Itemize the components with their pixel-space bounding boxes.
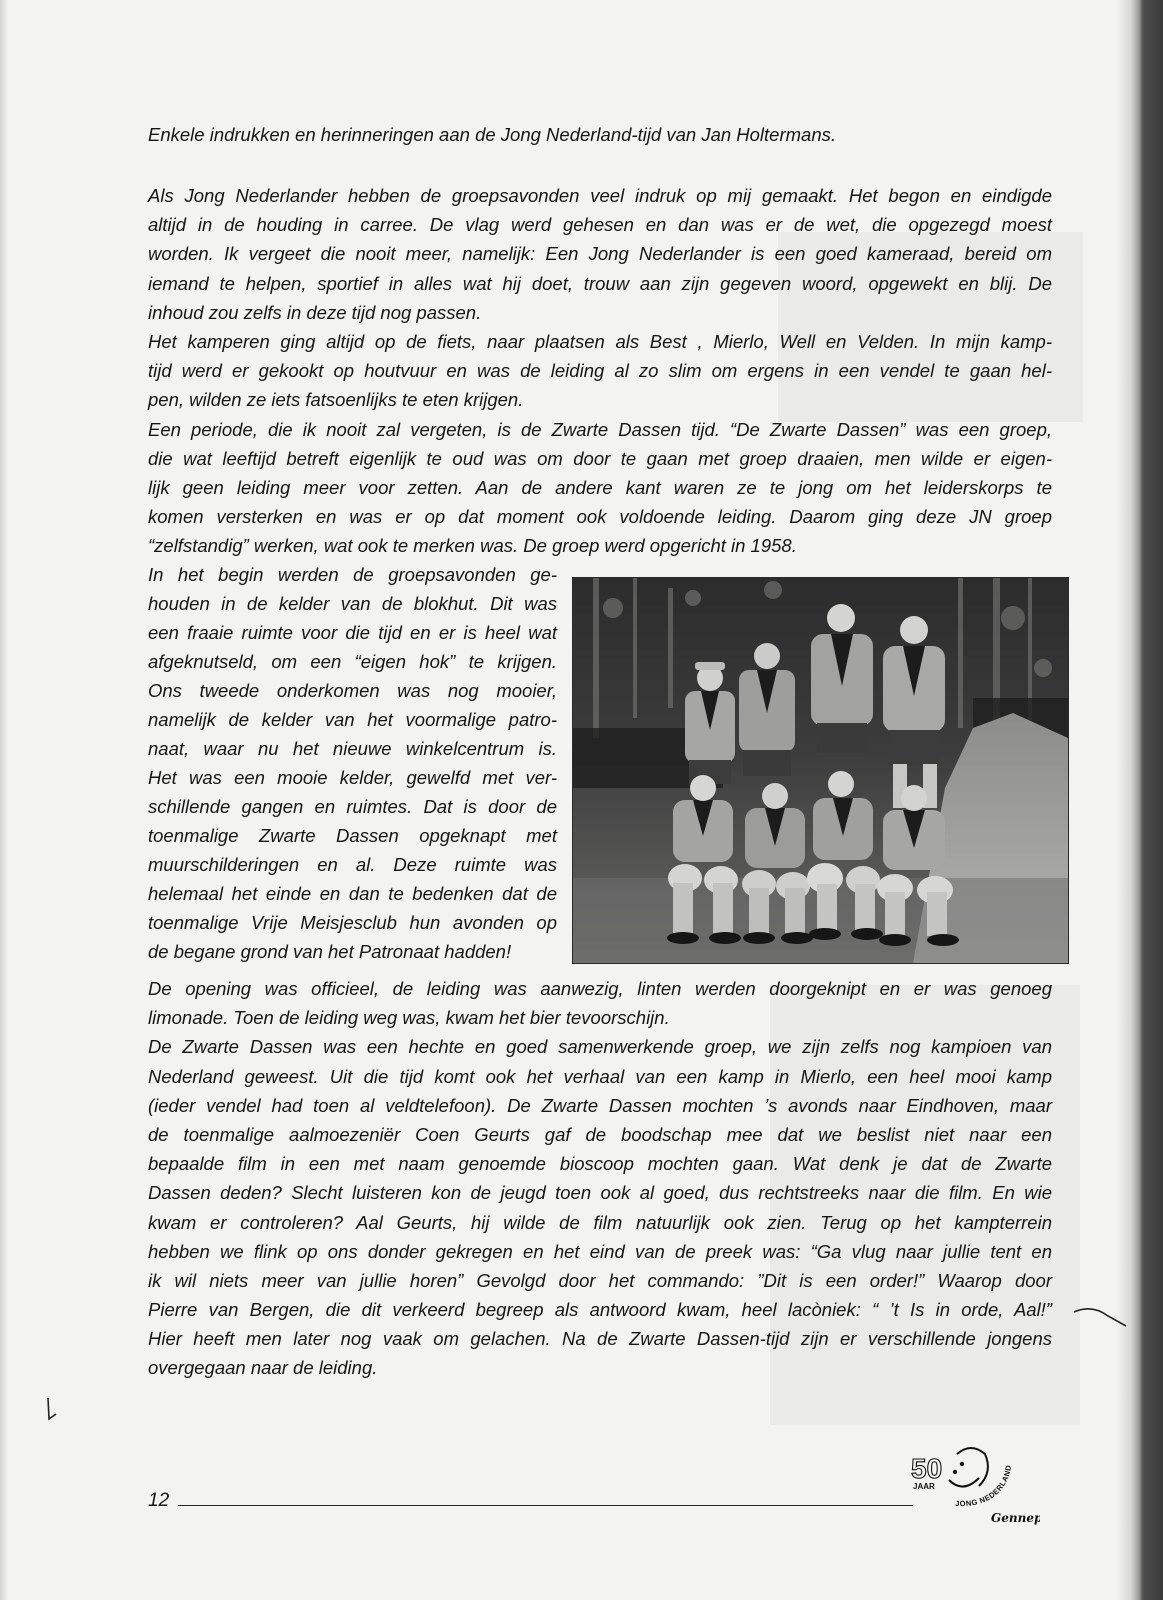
text-line xyxy=(148,908,557,937)
text-line xyxy=(148,850,557,879)
line-text: houden in de kelder van de blokhut. Dit was xyxy=(148,593,557,614)
line-text: een fraaie ruimte voor die tijd en er is heel wat xyxy=(148,622,557,643)
text-line xyxy=(148,937,557,966)
body-text-top xyxy=(148,181,1052,560)
group-photo-image xyxy=(573,578,1068,963)
line-text: Het was een mooie kelder, gewelfd met ver- xyxy=(148,767,557,788)
text-line xyxy=(148,1324,1052,1353)
line-text: iemand te helpen, sportief in alles wat hij doet, trouw aan zijn gegeven woord, opgewekt en blij. De xyxy=(148,272,1052,294)
line-text: schillende gangen en ruimtes. Dat is door de xyxy=(148,796,557,817)
line-text: komen versterken en was er op dat moment ook voldoende leiding. Daarom ging deze JN groep xyxy=(148,506,1052,528)
line-text: tijd werd er gekookt op houtvuur en was de leiding al zo slim om ergens in een vendel te gaan hel- xyxy=(148,360,1052,382)
text-line xyxy=(148,647,557,676)
text-line xyxy=(148,239,1052,268)
text-line xyxy=(148,705,557,734)
line-text: ik wil niets meer van jullie horen” Gevolgd door het commando: ”Dit is een order!” Waarop door xyxy=(148,1269,1052,1291)
logo-arc-text: JONG NEDERLAND xyxy=(955,1464,1014,1509)
text-line xyxy=(148,502,1052,531)
text-line xyxy=(148,1120,1052,1149)
jubilee-logo xyxy=(905,1436,1040,1531)
text-line xyxy=(148,181,1052,210)
text-line xyxy=(148,792,557,821)
line-text: bepaalde film in een met naam genoemde bioscoop mochten gaan. Wat denk je dat de Zwarte xyxy=(148,1153,1052,1175)
text-line xyxy=(148,734,557,763)
group-photo xyxy=(573,578,1068,963)
line-text: Hier heeft men later nog vaak om gelachen. Na de Zwarte Dassen-tijd zijn er verschillende jongens xyxy=(148,1328,1052,1350)
text-line xyxy=(148,1003,1052,1032)
text-line xyxy=(148,327,1052,356)
line-text: afgeknutseld, om een “eigen hok” te krijgen. xyxy=(148,651,557,672)
text-line xyxy=(148,1062,1052,1091)
logo-place: Gennep xyxy=(991,1511,1040,1525)
line-text: toenmalige Zwarte Dassen opgeknapt met xyxy=(148,825,557,846)
logo-number: 50 xyxy=(911,1453,943,1484)
text-line xyxy=(148,385,1052,414)
footer-rule xyxy=(178,1505,913,1506)
body-text-column xyxy=(148,560,557,966)
line-text: hebben we flink op ons donder gekregen en het eind van de preek was: “Ga vlug naar jullie tent en xyxy=(148,1240,1052,1262)
text-line xyxy=(148,1149,1052,1178)
text-line xyxy=(148,415,1052,444)
line-text: limonade. Toen de leiding weg was, kwam het bier tevoorschijn. xyxy=(148,1007,670,1029)
line-text: toenmalige Vrije Meisjesclub hun avonden op xyxy=(148,912,557,933)
line-text: pen, wilden ze iets fatsoenlijks te eten krijgen. xyxy=(148,389,524,411)
text-line xyxy=(148,1208,1052,1237)
line-text: helemaal het einde en dan te bedenken dat de xyxy=(148,883,557,904)
page-number: 12 xyxy=(148,1490,170,1511)
article-title-text: Enkele indrukken en herinneringen aan de Jong Nederland-tijd van Jan Holtermans. xyxy=(148,124,837,145)
line-text: De Zwarte Dassen was een hechte en goed samenwerkende groep, we zijn zelfs nog kampioen van xyxy=(148,1036,1052,1058)
line-text: die wat leeftijd betreft eigenlijk te oud was om door te gaan met groep draaien, men wilde er eigen- xyxy=(148,447,1052,469)
text-line xyxy=(148,356,1052,385)
line-text: kwam er controleren? Aal Geurts, hij wilde de film natuurlijk ook zien. Terug op het kampterrein xyxy=(148,1211,1052,1233)
line-text: Pierre van Bergen, die dit verkeerd begreep als antwoord kwam, heel lacòniek: “ ’t Is in orde, Aal!” xyxy=(148,1299,1052,1321)
logo-sub: JAAR xyxy=(913,1482,935,1491)
line-text: Het kamperen ging altijd op de fiets, naar plaatsen als Best , Mierlo, Well en Velden. In mijn kamp- xyxy=(148,330,1052,352)
text-line xyxy=(148,1178,1052,1207)
text-line xyxy=(148,1091,1052,1120)
article-title xyxy=(148,120,1052,149)
text-line xyxy=(148,269,1052,298)
text-line xyxy=(148,298,1052,327)
line-text: naat, waar nu het nieuwe winkelcentrum is. xyxy=(148,738,557,759)
smiley-icon xyxy=(949,1448,988,1487)
text-line xyxy=(148,444,1052,473)
text-line xyxy=(148,531,1052,560)
text-line xyxy=(148,210,1052,239)
text-line xyxy=(148,618,557,647)
text-line xyxy=(148,560,557,589)
line-text: worden. Ik vergeet die nooit meer, namelijk: Een Jong Nederlander is een goed kameraad, bereid om xyxy=(148,243,1052,265)
jubilee-logo-image xyxy=(905,1436,1040,1531)
text-line xyxy=(148,1032,1052,1061)
text-line xyxy=(148,974,1052,1003)
text-line xyxy=(148,676,557,705)
line-text: de begane grond van het Patronaat hadden! xyxy=(148,941,512,962)
text-line xyxy=(148,879,557,908)
line-text: de toenmalige aalmoezeniër Coen Geurts gaf de boodschap mee dat we beslist niet naar een xyxy=(148,1123,1052,1145)
line-text: altijd in de houding in carree. De vlag werd gehesen en dan was er de wet, die opgezegd moest xyxy=(148,214,1052,236)
text-line xyxy=(148,1237,1052,1266)
text-line xyxy=(148,120,1052,149)
line-text: Ons tweede onderkomen was nog mooier, xyxy=(148,680,557,701)
line-text: (ieder vendel had toen al veldtelefoon). De Zwarte Dassen mochten ’s avonds naar Eindhoven, maar xyxy=(148,1094,1052,1116)
line-text: Nederland geweest. Uit die tijd komt ook het verhaal van een kamp in Mierlo, een heel mooi kamp xyxy=(148,1065,1052,1087)
line-text: inhoud zou zelfs in deze tijd nog passen. xyxy=(148,301,482,323)
line-text: overgegaan naar de leiding. xyxy=(148,1357,378,1379)
text-line xyxy=(148,1295,1052,1324)
line-text: muurschilderingen en al. Deze ruimte was xyxy=(148,854,557,875)
scan-edge-right xyxy=(1117,0,1163,1600)
line-text: De opening was officieel, de leiding was aanwezig, linten werden doorgeknipt en er was genoeg xyxy=(148,978,1052,999)
text-line xyxy=(148,589,557,618)
text-line xyxy=(148,763,557,792)
text-line xyxy=(148,1353,1052,1382)
line-text: namelijk de kelder van het voormalige patro- xyxy=(148,709,557,730)
line-text: In het begin werden de groepsavonden ge- xyxy=(148,564,557,585)
text-line xyxy=(148,1266,1052,1295)
text-line xyxy=(148,473,1052,502)
line-text: Als Jong Nederlander hebben de groepsavonden veel indruk op mij gemaakt. Het begon en eindigde xyxy=(148,185,1052,206)
line-text: lijk geen leiding meer voor zetten. Aan de andere kant waren ze te jong om het leiderskorps te xyxy=(148,476,1052,498)
scan-edge-left xyxy=(0,0,8,1600)
body-text-bottom xyxy=(148,974,1052,1383)
line-text: “zelfstandig” werken, wat ook te merken was. De groep werd opgericht in 1958. xyxy=(148,535,797,557)
line-text: Dassen deden? Slecht luisteren kon de jeugd toen ook al goed, dus rechtstreeks naar die film. En wie xyxy=(148,1182,1052,1204)
line-text: Een periode, die ik nooit zal vergeten, is de Zwarte Dassen tijd. “De Zwarte Dassen” was een groep, xyxy=(148,418,1052,440)
text-line xyxy=(148,821,557,850)
